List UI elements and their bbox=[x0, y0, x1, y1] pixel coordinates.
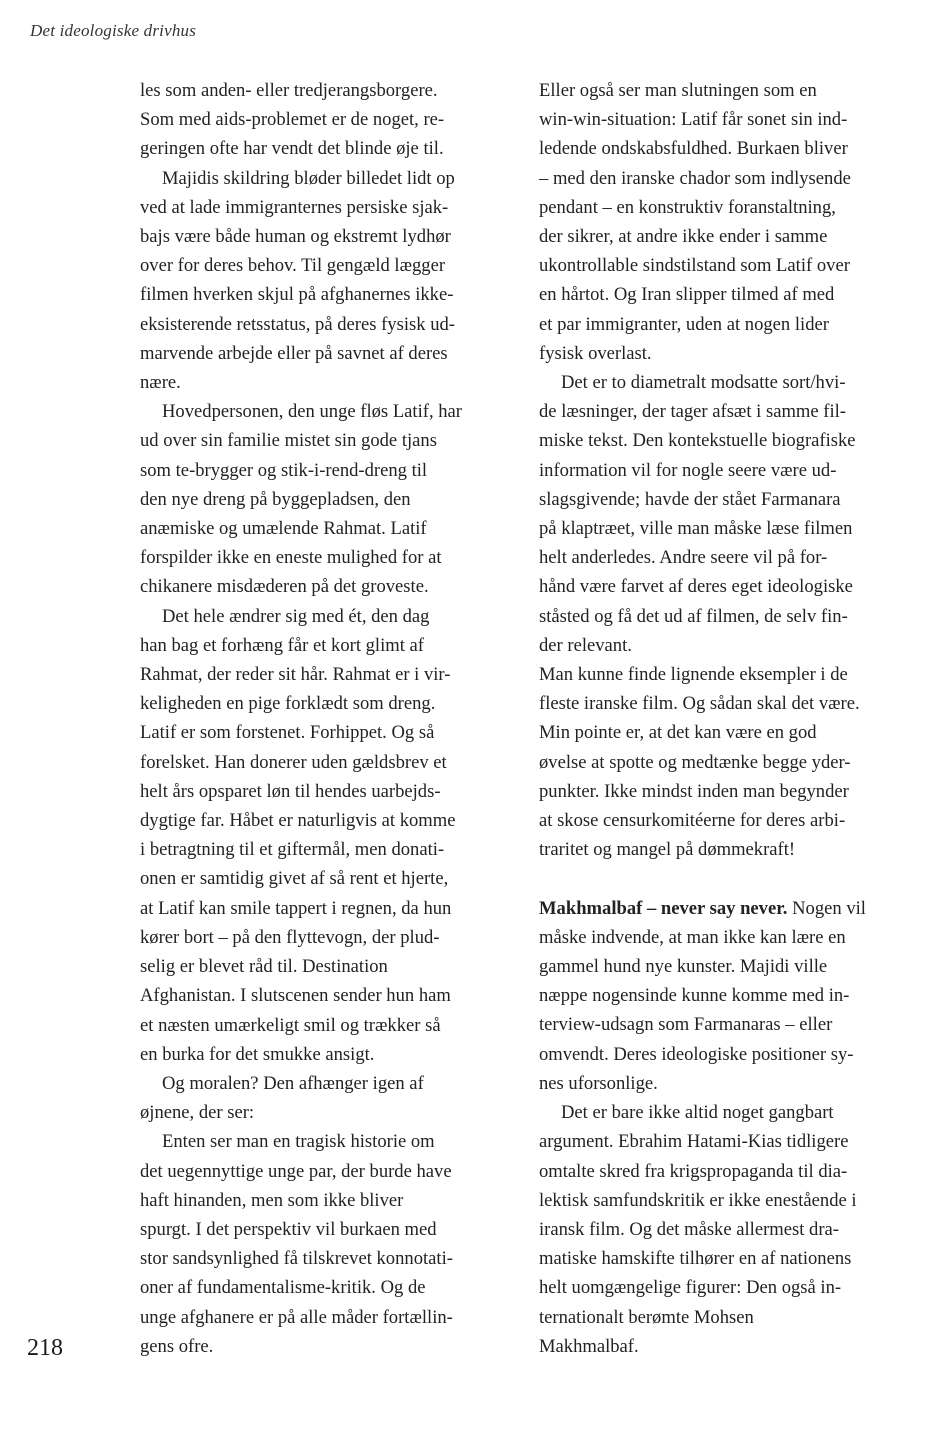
running-head: Det ideologiske drivhus bbox=[30, 21, 197, 40]
paragraph: Majidis skildring bløder billedet lidt op ved at lade immigranternes persiske sjak- bajs være både human og ekstremt lydhør over for deres behov. Til gengæld lægger filmen hverken skjul på afghanernes ikke- eksisterende retsstatus, på deres fysisk ud- marvende arbejde eller på savnet af deres nære. bbox=[140, 167, 455, 394]
paragraph: Det hele ændrer sig med ét, den dag han bag et forhæng får et kort glimt af Rahmat, der reder sit hår. Rahmat er i vir- keligheden en pige forklædt som dreng. Latif er som forstenet. Forhippet. Og så forelsket. Han donerer uden gældsbrev et helt års opsparet løn til hendes uarbejds- dygtige far. Håbet er naturligvis at komme i betragtning til et giftermål, men donati- onen er samtidig givet af så rent et hjerte, at Latif kan smile tappert i regnen, da hun kører bort – på den flyttevogn, der plud- selig er blevet råd til. Destination Afghanistan. I slutscenen sender hun ham et næsten umærkeligt smil og trækker så en burka for det smukke ansigt. bbox=[140, 605, 456, 1065]
paragraph: Og moralen? Den afhænger igen af øjnene, der ser: bbox=[140, 1072, 424, 1124]
page-number: 218 bbox=[27, 1335, 63, 1361]
paragraph: Eller også ser man slutningen som en win-win-situation: Latif får sonet sin ind- ledende ondskabsfuldhed. Burkaen bliver – med den iranske chador som indlysende pendant – en konstruktiv foranstaltning, der sikrer, at andre ikke ender i samme ukontrollable sindstilstand som Latif over en hårtot. Og Iran slipper tilmed af med et par immigranter, uden at nogen lider fysisk overlast. bbox=[539, 80, 851, 364]
section-heading: Makhmalbaf – never say never. bbox=[539, 897, 788, 919]
section-paragraph-text: Nogen vil måske indvende, at man ikke kan lære en gammel hund nye kunster. Majidi ville næppe nogensinde kunne komme med in- terview-udsagn som Farmanaras – eller omvendt. Deres ideologiske positioner sy- nes uforsonlige. bbox=[539, 897, 866, 1094]
left-text-column bbox=[140, 76, 518, 1361]
section-paragraph bbox=[539, 894, 915, 1098]
paragraph: Det er bare ikke altid noget gangbart argument. Ebrahim Hatami-Kias tidligere omtalte skred fra krigspropaganda til dia- lektisk samfundskritik er ikke enestående i iransk film. Og det måske allermest dra- matiske hamskifte tilhører en af nationens helt uomgængelige figurer: Den også in- ternationalt berømte Mohsen Makhmalbaf. bbox=[539, 1102, 857, 1357]
paragraph: Det er to diametralt modsatte sort/hvi- de læsninger, der tager afsæt i samme fil- miske tekst. Den kontekstuelle biografiske information vil for nogle seere være ud- slagsgivende; havde der stået Farmanara på klaptræet, ville man måske læse filmen helt anderledes. Andre seere vil på for- hånd være farvet af deres eget ideologiske ståsted og få det ud af filmen, de selv fin- der relevant. bbox=[539, 372, 856, 656]
paragraph: Hovedpersonen, den unge fløs Latif, har ud over sin familie mistet sin gode tjans som te-brygger og stik-i-rend-dreng til den nye dreng på byggepladsen, den anæmiske og umælende Rahmat. Latif forspilder ikke en eneste mulighed for at chikanere misdæderen på det groveste. bbox=[140, 401, 462, 598]
paragraph: Man kunne finde lignende eksempler i de fleste iranske film. Og sådan skal det være. Min pointe er, at det kan være en god øvelse at spotte og medtænke begge yder- punkter. Ikke mindst inden man begynder at skose censurkomitéerne for deres arbi- traritet og mangel på dømmekraft! bbox=[539, 664, 860, 861]
paragraph: Enten ser man en tragisk historie om det uegennyttige unge par, der burde have haft hinanden, men som ikke bliver spurgt. I det perspektiv vil burkaen med stor sandsynlighed få tilskrevet konnotati- oner af fundamentalisme-kritik. Og de unge afghanere er på alle måder fortællin- gens ofre. bbox=[140, 1131, 453, 1357]
right-text-column bbox=[539, 76, 915, 1361]
paragraph: les som anden- eller tredjerangsborgere. Som med aids-problemet er de noget, re- geringen ofte har vendt det blinde øje til. bbox=[140, 80, 445, 160]
